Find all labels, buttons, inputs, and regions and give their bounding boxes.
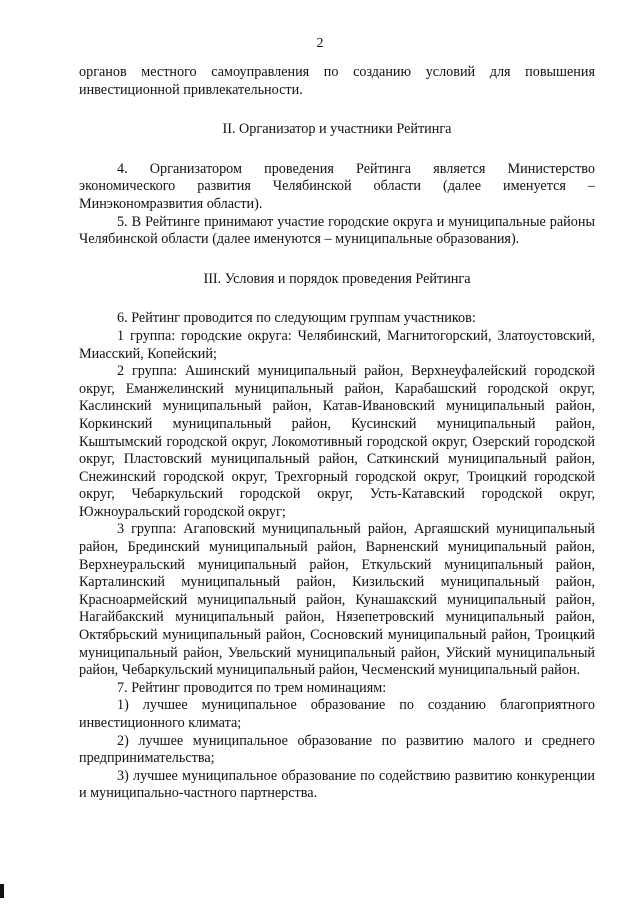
- spacer: [79, 139, 595, 161]
- paragraph-7-nominations: 7. Рейтинг проводится по трем номинациям:: [117, 679, 387, 696]
- page-number: 2: [316, 36, 324, 51]
- paragraph-5-participants: 5. В Рейтинге принимают участие городские округа и муниципальные районы Челябинской области (далее именуются – муниципальные образования).: [79, 213, 595, 248]
- nomination-3: 3) лучшее муниципальное образование по содействию развитию конкуренции и муниципально-частного партнерства.: [79, 767, 595, 802]
- paragraph-4-organizer: 4. Организатором проведения Рейтинга является Министерство экономического развития Челябинской области (далее именуется – Минэкономразвития области).: [79, 160, 595, 212]
- paragraph-intro-continuation: органов местного самоуправления по созданию условий для повышения инвестиционной привлекательности.: [79, 64, 595, 98]
- section-heading-conditions: III. Условия и порядок проведения Рейтинга: [203, 270, 471, 287]
- group-1-list: 1 группа: городские округа: Челябинский, Магнитогорский, Златоустовский, Миасский, Копейский;: [79, 327, 595, 362]
- nomination-1: 1) лучшее муниципальное образование по созданию благоприятного инвестиционного климата;: [79, 697, 595, 731]
- scan-edge-mark: [0, 884, 4, 898]
- section-heading-organizer: II. Организатор и участники Рейтинга: [222, 121, 452, 138]
- spacer: [79, 288, 595, 310]
- group-3-list: 3 группа: Агаповский муниципальный район, Аргаяшский муниципальный район, Брединский муниципальный район, Варненский муниципальный район, Верхнеуральский муниципальный район, Еткульский муниципальный район, Карталинский муниципальный район, Кизильский муниципальный район, Красноармейский муниципальный район, Кунашакский муниципальный район, Нагайбакский муниципальный район, Нязепетровский муниципальный район, Октябрьский муниципальный район, Сосновский муниципальный район, Троицкий муниципальный район, Увельский муниципальный район, Уйский муниципальный район, Чебаркульский муниципальный район, Чесменский муниципальный район.: [79, 521, 595, 679]
- document-body: [79, 64, 595, 803]
- nomination-2: 2) лучшее муниципальное образование по развитию малого и среднего предпринимательства;: [79, 732, 595, 767]
- spacer: [79, 249, 595, 271]
- spacer: [79, 99, 595, 121]
- paragraph-6-groups: 6. Рейтинг проводится по следующим группам участников:: [117, 310, 476, 327]
- group-2-list: 2 группа: Ашинский муниципальный район, Верхнеуфалейский городской округ, Еманжелинский муниципальный район, Карабашский городской округ, Каслинский муниципальный район, Катав-Ивановский муниципальный район, Коркинский муниципальный район, Кусинский муниципальный район, Кыштымский городской округ, Локомотивный городской округ, Озерский городской округ, Пластовский муниципальный район, Саткинский муниципальный район, Снежинский городской округ, Трехгорный городской округ, Троицкий городской округ, Чебаркульский городской округ, Усть-Катавский городской округ, Южноуральский городской округ;: [79, 363, 595, 520]
